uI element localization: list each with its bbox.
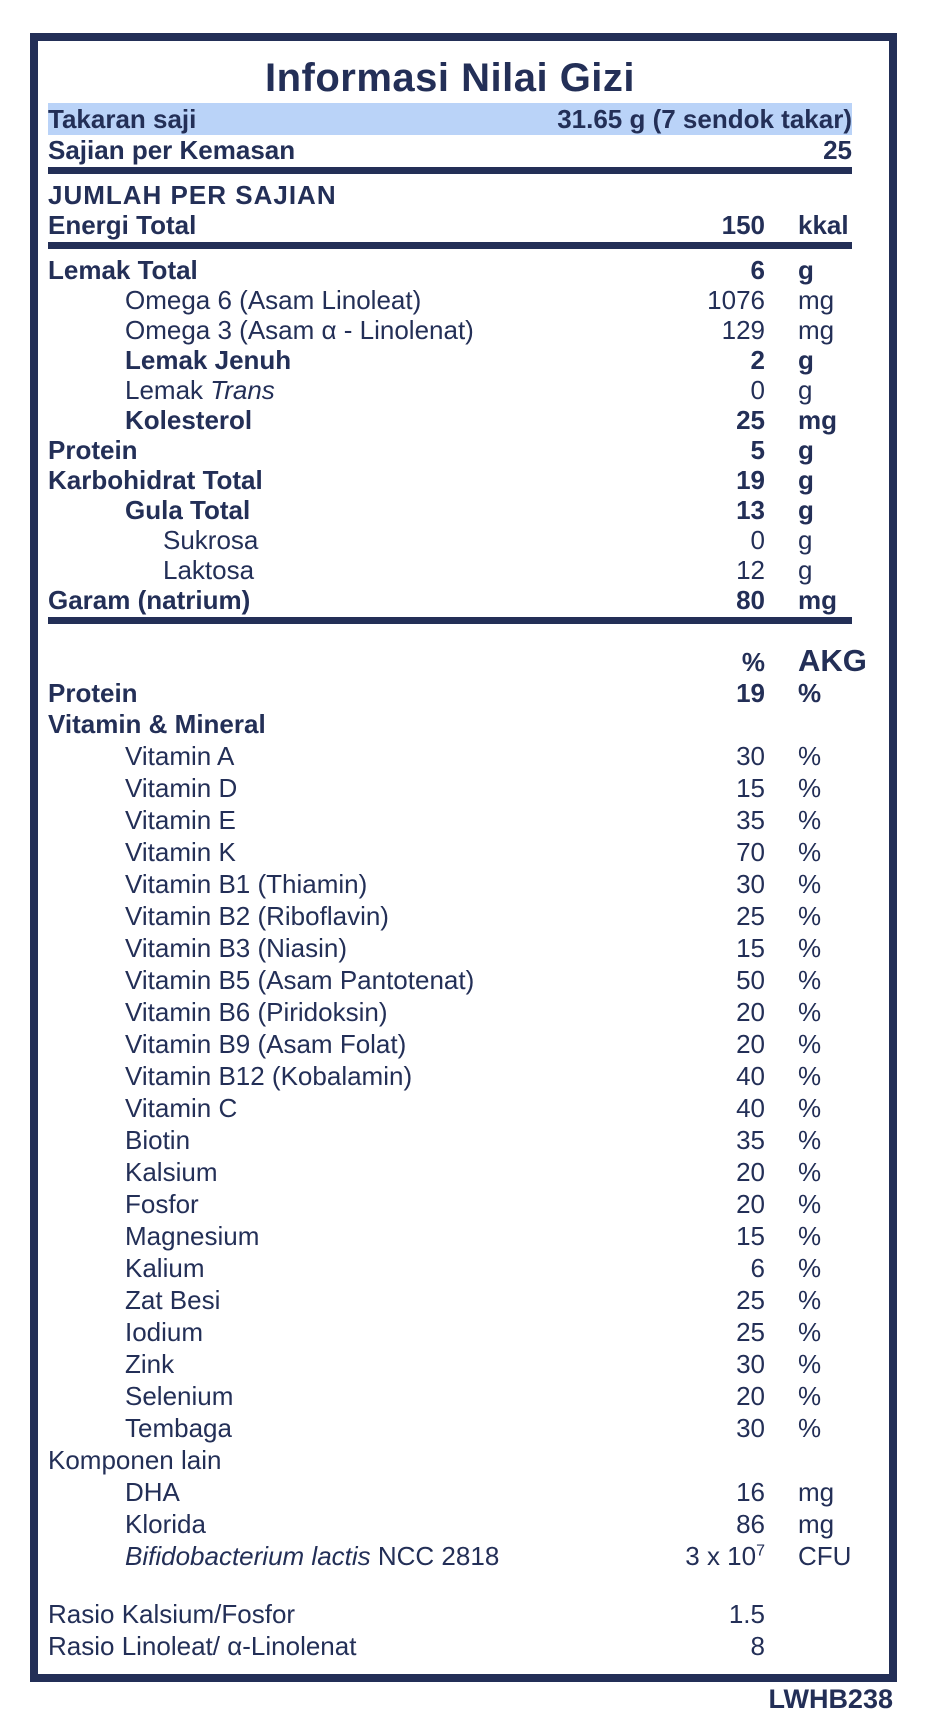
row-label: Vitamin K — [125, 837, 236, 867]
table-row — [48, 996, 852, 1028]
nutrition-label-box — [30, 33, 897, 1682]
row-unit: % — [798, 1189, 822, 1219]
table-row — [48, 1028, 852, 1060]
row-label: Vitamin B9 (Asam Folat) — [125, 1029, 407, 1059]
table-row — [48, 868, 852, 900]
energy-unit: kkal — [798, 210, 849, 240]
table-row — [48, 900, 852, 932]
row-value: 20 — [736, 1157, 765, 1187]
row-label: Vitamin B6 (Piridoksin) — [125, 997, 388, 1027]
row-value: 30 — [736, 1349, 765, 1379]
row-value: 8 — [750, 1631, 765, 1661]
row-unit: % — [798, 741, 822, 771]
row-value: 25 — [736, 405, 765, 435]
row-label: Gula Total — [125, 495, 251, 525]
table-row — [48, 525, 852, 555]
row-value: 13 — [736, 495, 765, 525]
table-row — [48, 836, 852, 868]
table-row — [48, 1284, 852, 1316]
row-label: Vitamin & Mineral — [48, 709, 266, 739]
row-label: Lemak Jenuh — [125, 345, 292, 375]
table-row — [48, 772, 852, 804]
table-row — [48, 1124, 852, 1156]
row-unit: g — [798, 525, 813, 555]
row-unit: % — [798, 1381, 822, 1411]
servings-per-pack-value: 25 — [823, 135, 852, 165]
table-row — [48, 1476, 852, 1508]
row-unit: g — [798, 495, 814, 525]
row-label: Komponen lain — [48, 1445, 222, 1475]
akg-protein-value: 19 — [736, 678, 765, 708]
row-unit: % — [798, 933, 822, 963]
akg-protein-row — [48, 678, 852, 708]
row-label: Klorida — [125, 1509, 206, 1539]
row-label: Omega 3 (Asam α - Linolenat) — [125, 315, 474, 345]
row-unit: % — [798, 869, 822, 899]
row-label: Zat Besi — [125, 1285, 221, 1315]
table-row — [48, 1630, 852, 1662]
row-label: Rasio Kalsium/Fosfor — [48, 1599, 296, 1629]
row-value: 12 — [736, 555, 765, 585]
row-label: Sukrosa — [163, 525, 259, 555]
table-row — [48, 964, 852, 996]
vitamins-table — [48, 708, 852, 1444]
row-value: 6 — [750, 255, 765, 285]
table-row — [48, 285, 852, 315]
row-unit: CFU — [798, 1541, 852, 1571]
row-value: 25 — [736, 1285, 765, 1315]
section-divider — [48, 167, 852, 174]
row-label: Garam (natrium) — [48, 585, 251, 615]
table-row — [48, 1380, 852, 1412]
table-row — [48, 1188, 852, 1220]
row-unit: % — [798, 1221, 822, 1251]
amount-per-serving-heading: JUMLAH PER SAJIAN — [48, 180, 337, 210]
table-row — [48, 1598, 852, 1630]
row-label: Bifidobacterium lactis NCC 2818 — [125, 1541, 500, 1571]
row-unit: % — [798, 1317, 822, 1347]
table-row — [48, 315, 852, 345]
row-unit: mg — [798, 585, 837, 615]
row-unit: g — [798, 555, 813, 585]
servings-per-pack-row — [48, 135, 852, 165]
energy-label: Energi Total — [48, 210, 197, 240]
row-label: Kalium — [125, 1253, 205, 1283]
row-value: 40 — [736, 1061, 765, 1091]
row-label: Vitamin B3 (Niasin) — [125, 933, 348, 963]
footer-code: LWHB238 — [768, 1684, 893, 1714]
row-value: 25 — [736, 1317, 765, 1347]
row-value: 15 — [736, 773, 765, 803]
row-unit: % — [798, 805, 822, 835]
row-unit: % — [798, 1093, 822, 1123]
row-unit: g — [798, 435, 814, 465]
row-value: 80 — [736, 585, 765, 615]
table-row — [48, 1252, 852, 1284]
section-divider — [48, 617, 852, 624]
row-unit: mg — [798, 1477, 835, 1507]
row-unit: mg — [798, 405, 837, 435]
akg-label: AKG — [798, 643, 867, 678]
table-row — [48, 1060, 852, 1092]
table-row — [48, 405, 852, 435]
row-value: 15 — [736, 933, 765, 963]
nutrients-table — [48, 255, 852, 615]
row-label: Vitamin D — [125, 773, 238, 803]
energy-value: 150 — [721, 210, 765, 240]
row-value: 35 — [736, 1125, 765, 1155]
amount-per-serving-heading-row — [48, 180, 852, 210]
row-unit: mg — [798, 315, 835, 345]
row-value: 35 — [736, 805, 765, 835]
row-label: Kolesterol — [125, 405, 253, 435]
akg-protein-unit: % — [798, 678, 822, 708]
row-value: 1076 — [707, 285, 765, 315]
row-label: Tembaga — [125, 1413, 232, 1443]
row-label: Lemak Total — [48, 255, 198, 285]
row-value: 86 — [736, 1509, 765, 1539]
row-label: Biotin — [125, 1125, 191, 1155]
table-row — [48, 495, 852, 525]
serving-size-label: Takaran saji — [48, 104, 197, 134]
label-title: Informasi Nilai Gizi — [264, 56, 636, 100]
row-value: 30 — [736, 869, 765, 899]
row-unit: % — [798, 1349, 822, 1379]
table-row — [48, 932, 852, 964]
section-divider — [48, 242, 852, 249]
table-row — [48, 1092, 852, 1124]
ratio-table — [48, 1598, 852, 1662]
row-value: 30 — [736, 741, 765, 771]
table-row — [48, 465, 852, 495]
table-row — [48, 1412, 852, 1444]
table-row — [48, 1316, 852, 1348]
row-unit: g — [798, 465, 814, 495]
akg-header-row — [48, 643, 867, 678]
row-unit: % — [798, 773, 822, 803]
row-value: 6 — [750, 1253, 765, 1283]
row-label: DHA — [125, 1477, 180, 1507]
table-row — [48, 1348, 852, 1380]
row-value: 15 — [736, 1221, 765, 1251]
other-components-table — [48, 1444, 852, 1572]
row-label: Vitamin A — [125, 741, 235, 771]
row-label: Fosfor — [125, 1189, 199, 1219]
row-value: 16 — [736, 1477, 765, 1507]
row-value: 40 — [736, 1093, 765, 1123]
row-label: Protein — [48, 435, 138, 465]
table-row — [48, 740, 852, 772]
energy-row — [48, 210, 852, 240]
row-unit: % — [798, 997, 822, 1027]
row-value: 30 — [736, 1413, 765, 1443]
akg-protein-label: Protein — [48, 678, 138, 708]
row-value: 3 x $10^7$ — [685, 1541, 765, 1571]
row-unit: mg — [798, 285, 835, 315]
row-value: 70 — [736, 837, 765, 867]
row-value: 1.5 — [728, 1599, 765, 1629]
spacer — [48, 1572, 852, 1598]
row-label: Karbohidrat Total — [48, 465, 263, 495]
row-unit: g — [798, 375, 813, 405]
row-label: Vitamin B1 (Thiamin) — [125, 869, 368, 899]
row-label: Vitamin E — [125, 805, 236, 835]
row-unit: % — [798, 1061, 822, 1091]
servings-per-pack-label: Sajian per Kemasan — [48, 135, 296, 165]
row-label: Zink — [125, 1349, 175, 1379]
table-row — [48, 435, 852, 465]
row-label: Vitamin B5 (Asam Pantotenat) — [125, 965, 475, 995]
row-value: 129 — [721, 315, 765, 345]
percent-symbol: % — [741, 647, 765, 677]
table-row — [48, 345, 852, 375]
row-label: Vitamin B12 (Kobalamin) — [125, 1061, 413, 1091]
row-unit: % — [798, 1413, 822, 1443]
row-unit: % — [798, 837, 822, 867]
serving-size-value: 31.65 g (7 sendok takar) — [557, 104, 852, 134]
row-value: 19 — [736, 465, 765, 495]
table-row — [48, 804, 852, 836]
row-unit: % — [798, 1029, 822, 1059]
table-row — [48, 255, 852, 285]
row-value: 20 — [736, 1029, 765, 1059]
row-label: Omega 6 (Asam Linoleat) — [125, 285, 422, 315]
table-row — [48, 1540, 852, 1572]
table-row — [48, 708, 852, 740]
row-unit: % — [798, 1157, 822, 1187]
row-unit: % — [798, 1125, 822, 1155]
row-value: 20 — [736, 997, 765, 1027]
table-row — [48, 1220, 852, 1252]
table-row — [48, 1508, 852, 1540]
row-unit: % — [798, 901, 822, 931]
row-value: 20 — [736, 1189, 765, 1219]
row-value: 5 — [750, 435, 765, 465]
row-label: Lemak Trans — [125, 375, 275, 405]
row-label: Selenium — [125, 1381, 234, 1411]
row-value: 25 — [736, 901, 765, 931]
table-row — [48, 555, 852, 585]
row-value: 50 — [736, 965, 765, 995]
row-label: Iodium — [125, 1317, 204, 1347]
row-unit: % — [798, 1285, 822, 1315]
row-value: 20 — [736, 1381, 765, 1411]
row-label: Vitamin B2 (Riboflavin) — [125, 901, 389, 931]
row-unit: g — [798, 255, 814, 285]
row-label: Kalsium — [125, 1157, 218, 1187]
row-unit: % — [798, 1253, 822, 1283]
table-row — [48, 375, 852, 405]
row-label: Vitamin C — [125, 1093, 238, 1123]
row-label: Magnesium — [125, 1221, 260, 1251]
row-value: 0 — [750, 525, 765, 555]
row-value: 0 — [750, 375, 765, 405]
table-row — [48, 1444, 852, 1476]
row-unit: % — [798, 965, 822, 995]
row-label: Rasio Linoleat/ α-Linolenat — [48, 1631, 357, 1661]
row-unit: g — [798, 345, 814, 375]
row-label: Laktosa — [163, 555, 255, 585]
table-row — [48, 1156, 852, 1188]
table-row — [48, 585, 852, 615]
serving-size-row — [48, 103, 852, 135]
row-value: 2 — [750, 345, 765, 375]
row-unit: mg — [798, 1509, 835, 1539]
